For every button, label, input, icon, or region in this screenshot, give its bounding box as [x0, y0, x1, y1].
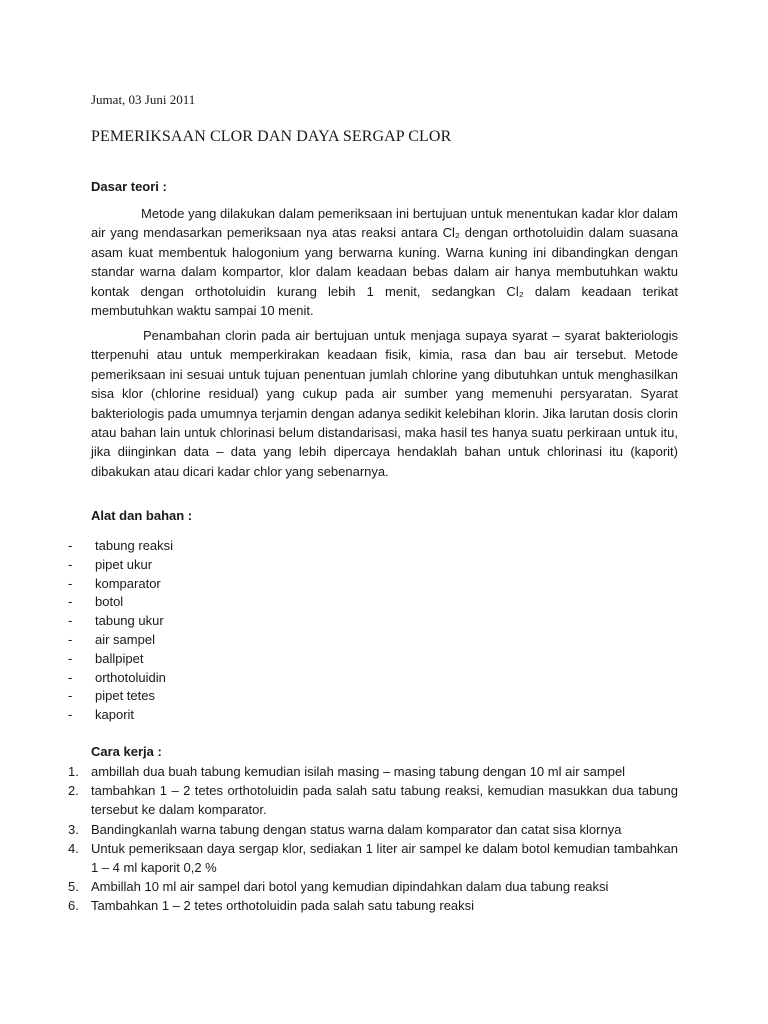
list-item-label: air sampel — [95, 631, 155, 647]
step-item — [60, 896, 678, 915]
step-item — [60, 839, 678, 877]
paragraph-dasar-teori-1: Metode yang dilakukan dalam pemeriksaan ini bertujuan untuk menentukan kadar klor dalam air yang mendasarkan pemeriksaan nya atas reaksi antara Cl₂ dengan orthotoluidin dalam suasana asam kuat membentuk halogonium yang berwarna kuning. Warna kuning ini dibandingkan dengan standar warna dalam kompartor, klor dalam keadaan bebas dalam air hanya membutuhkan waktu kontak dengan orthotoluidin kurang lebih 1 menit, sedangkan Cl₂ dalam keadaan terikat membutuhkan waktu sampai 10 menit. — [91, 206, 678, 319]
step-item — [60, 781, 678, 819]
step-text: tambahkan 1 – 2 tetes orthotoluidin pada salah satu tabung reaksi, kemudian masukkan dua tabung tersebut ke dalam komparator. — [91, 783, 678, 818]
heading-dasar-teori: Dasar teori : — [91, 179, 167, 194]
bullet-dash: - — [68, 688, 73, 704]
bullet-dash: - — [68, 669, 73, 685]
bullet-dash: - — [68, 650, 73, 666]
cara-kerja-list — [60, 762, 678, 916]
list-item — [60, 669, 660, 688]
step-number: 5. — [68, 879, 79, 895]
bullet-dash: - — [68, 594, 73, 610]
step-text: Tambahkan 1 – 2 tetes orthotoluidin pada salah satu tabung reaksi — [91, 898, 475, 914]
list-item-label: orthotoluidin — [95, 669, 166, 685]
list-item-label: kaporit — [95, 707, 135, 723]
step-text: ambillah dua buah tabung kemudian isilah masing – masing tabung dengan 10 ml air sampel — [91, 764, 626, 779]
list-item — [60, 612, 660, 631]
step-text: Untuk pemeriksaan daya sergap klor, sediakan 1 liter air sampel ke dalam botol kemudian tambahkan 1 – 4 ml kaporit 0,2 % — [91, 840, 678, 876]
step-item — [60, 762, 678, 781]
step-item — [60, 820, 678, 839]
heading-alat-bahan: Alat dan bahan : — [91, 508, 193, 523]
step-number: 3. — [68, 821, 79, 837]
document-title: PEMERIKSAAN CLOR DAN DAYA SERGAP CLOR — [91, 128, 452, 145]
bullet-dash: - — [68, 707, 73, 723]
list-item — [60, 650, 660, 669]
list-item-label: komparator — [95, 575, 161, 591]
bullet-dash: - — [68, 556, 73, 572]
document-date: Jumat, 03 Juni 2011 — [91, 92, 196, 107]
bullet-dash: - — [68, 613, 73, 629]
bullet-dash: - — [68, 538, 73, 553]
alat-bahan-list — [60, 537, 660, 725]
list-item — [60, 575, 660, 594]
list-item-label: tabung reaksi — [95, 538, 174, 553]
list-item — [60, 706, 660, 725]
list-item — [60, 631, 660, 650]
bullet-dash: - — [68, 631, 73, 647]
list-item-label: tabung ukur — [95, 613, 164, 629]
list-item-label: botol — [95, 594, 124, 610]
list-item — [60, 537, 660, 556]
step-text: Bandingkanlah warna tabung dengan status warna dalam komparator dan catat sisa klornya — [91, 821, 622, 837]
list-item-label: ballpipet — [95, 650, 144, 666]
list-item — [60, 593, 660, 612]
list-item — [60, 687, 660, 706]
heading-cara-kerja: Cara kerja : — [91, 744, 162, 759]
list-item-label: pipet tetes — [95, 688, 155, 704]
step-text: Ambillah 10 ml air sampel dari botol yang kemudian dipindahkan dalam dua tabung reaksi — [91, 879, 609, 895]
list-item — [60, 556, 660, 575]
list-item-label: pipet ukur — [95, 556, 153, 572]
step-number: 2. — [68, 783, 79, 799]
paragraph-dasar-teori-2: Penambahan clorin pada air bertujuan untuk menjaga supaya syarat – syarat bakteriologis tterpenuhi atau untuk memperkirakan keadaan fisik, kimia, rasa dan bau air tersebut. Metode pemeriksaan ini sesuai untuk tujuan penentuan jumlah chlorine yang dibutuhkan untuk menghasilkan sisa klor (chlorine residual) yang cukup pada air sumber yang memenuhi persyaratan. Syarat bakteriologis pada umumnya terjamin dengan adanya sedikit kelebihan klorin. Jika larutan dosis clorin atau bahan lain untuk chlorinasi belum distandarisasi, maka hasil tes hanya suatu perkiraan untuk itu, jika diinginkan data – data yang lebih dipercaya hendaklah bahan untuk chlorinasi itu (kaporit) dibakukan atau dicari kadar chlor yang sebenarnya. — [91, 328, 678, 479]
step-number: 1. — [68, 764, 79, 779]
bullet-dash: - — [68, 575, 73, 591]
step-number: 4. — [68, 840, 79, 856]
step-item — [60, 877, 678, 896]
step-number: 6. — [68, 898, 79, 914]
